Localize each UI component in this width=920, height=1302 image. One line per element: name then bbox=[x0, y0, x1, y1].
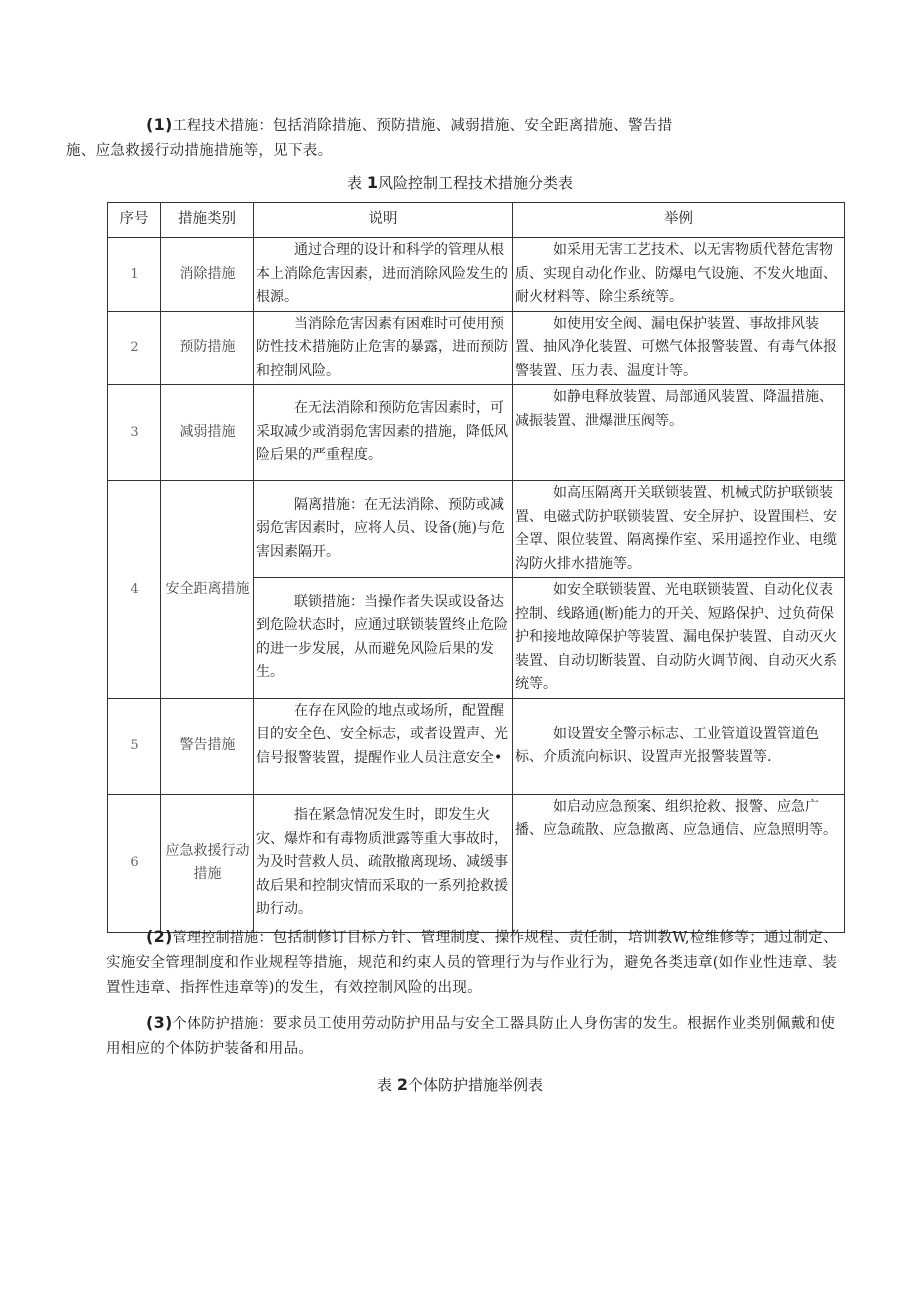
para1-text: 包括消除措施、预防措施、减弱措施、安全距离措施、警告措 bbox=[272, 118, 673, 134]
para3-text: 要求员工使用劳动防护用品与安全工器具防止人身伤害的发生。根据作业类别佩戴和使用相应的个体防护装备和用品。 bbox=[106, 1016, 836, 1057]
para1-number: (1) bbox=[146, 115, 173, 134]
para2-number: (2) bbox=[146, 927, 173, 946]
row-example: 如采用无害工艺技术、以无害物质代替危害物质、实现自动化作业、防爆电气设施、不发火地面、耐火材料等、除尘系统等。 bbox=[513, 238, 845, 312]
para2-lead: 管理控制措施： bbox=[172, 930, 273, 946]
table-row bbox=[108, 311, 845, 385]
row-category: 消除措施 bbox=[161, 238, 254, 312]
table1-caption bbox=[0, 172, 920, 193]
row-seq: 2 bbox=[108, 311, 161, 385]
table-row bbox=[108, 481, 845, 578]
table-row bbox=[108, 698, 845, 794]
row-example: 如设置安全警示标志、工业管道设置管道色标、介质流向标识、设置声光报警装置等. bbox=[513, 698, 845, 794]
table1-caption-prefix: 表 bbox=[347, 174, 363, 192]
para2-text: 包括制修订目标方针、管理制度、操作规程、责任制，培训教W,检维修等；通过制定、实施安全管理制度和作业规程等措施，规范和约束人员的管理行为与作业行为，避免各类违章(如作业性违章、装置性违章、指挥性违章等)的发生，有效控制风险的出现。 bbox=[106, 930, 838, 996]
paragraph-engineering-measures bbox=[66, 112, 846, 164]
row-category: 警告措施 bbox=[161, 698, 254, 794]
row-seq: 3 bbox=[108, 385, 161, 481]
para1-lead: 工程技术措施： bbox=[172, 118, 273, 134]
row-description: 当消除危害因素有困难时可使用预防性技术措施防止危害的暴露，进而预防和控制风险。 bbox=[254, 311, 513, 385]
table2-caption-text: 个体防护措施举例表 bbox=[407, 1076, 543, 1094]
header-description: 说明 bbox=[254, 203, 513, 238]
row-example: 如启动应急预案、组织抢救、报警、应急广播、应急疏散、应急撤离、应急通信、应急照明等。 bbox=[513, 794, 845, 932]
table1-caption-text: 风险控制工程技术措施分类表 bbox=[377, 174, 573, 192]
row-description: 在无法消除和预防危害因素时，可采取减少或消弱危害因素的措施，降低风险后果的严重程度。 bbox=[254, 385, 513, 481]
paragraph-management-measures bbox=[106, 924, 846, 1001]
paragraph-ppe-measures bbox=[106, 1010, 846, 1062]
header-category: 措施类别 bbox=[161, 203, 254, 238]
risk-control-table bbox=[107, 202, 845, 933]
row-seq: 5 bbox=[108, 698, 161, 794]
row-seq: 1 bbox=[108, 238, 161, 312]
table-row bbox=[108, 794, 845, 932]
row-category: 安全距离措施 bbox=[161, 481, 254, 699]
row-description: 通过合理的设计和科学的管理从根本上消除危害因素，进而消除风险发生的根源。 bbox=[254, 238, 513, 312]
row-seq: 4 bbox=[108, 481, 161, 699]
para3-number: (3) bbox=[146, 1013, 173, 1032]
table-row bbox=[108, 238, 845, 312]
row-description: 在存在风险的地点或场所，配置醒目的安全色、安全标志，或者设置声、光信号报警装置，提醒作业人员注意安全• bbox=[254, 698, 513, 794]
row-category: 应急救援行动措施 bbox=[161, 794, 254, 932]
table-header-row bbox=[108, 203, 845, 238]
header-example: 举例 bbox=[513, 203, 845, 238]
row-description-isolation: 隔离措施：在无法消除、预防或减弱危害因素时，应将人员、设备(施)与危害因素隔开。 bbox=[254, 481, 513, 578]
table2-caption bbox=[0, 1074, 920, 1095]
row-seq: 6 bbox=[108, 794, 161, 932]
row-category: 减弱措施 bbox=[161, 385, 254, 481]
row-description: 指在紧急情况发生时，即发生火灾、爆炸和有毒物质泄露等重大事故时，为及时营救人员、疏散撤离现场、减缓事故后果和控制灾情而采取的一系列抢救援助行动。 bbox=[254, 794, 513, 932]
table2-caption-number: 2 bbox=[396, 1075, 408, 1094]
table-row bbox=[108, 385, 845, 481]
row-description-interlock: 联锁措施：当操作者失误或设备达到危险状态时，应通过联锁装置终止危险的进一步发展，从而避免风险后果的发生。 bbox=[254, 578, 513, 699]
row-example: 如静电释放装置、局部通风装置、降温措施、减振装置、泄爆泄压阀等。 bbox=[513, 385, 845, 481]
row-category: 预防措施 bbox=[161, 311, 254, 385]
header-seq: 序号 bbox=[108, 203, 161, 238]
row-example-interlock: 如安全联锁装置、光电联锁装置、自动化仪表控制、线路通(断)能力的开关、短路保护、过负荷保护和接地故障保护等装置、漏电保护装置、自动灭火装置、自动切断装置、自动防火调节阀、自动灭火系统等。 bbox=[513, 578, 845, 699]
row-example: 如使用安全阀、漏电保护装置、事故排风装置、抽风净化装置、可燃气体报警装置、有毒气体报警装置、压力表、温度计等。 bbox=[513, 311, 845, 385]
row-example-isolation: 如高压隔离开关联锁装置、机械式防护联锁装置、电磁式防护联锁装置、安全屏护、设置围栏、安全罩、限位装置、隔离操作室、采用遥控作业、电缆沟防火排水措施等。 bbox=[513, 481, 845, 578]
para3-lead: 个体防护措施： bbox=[172, 1016, 273, 1032]
table2-caption-prefix: 表 bbox=[377, 1076, 393, 1094]
para1-line2: 施、应急救援行动措施措施等，见下表。 bbox=[66, 143, 333, 159]
table1-caption-number: 1 bbox=[366, 173, 378, 192]
